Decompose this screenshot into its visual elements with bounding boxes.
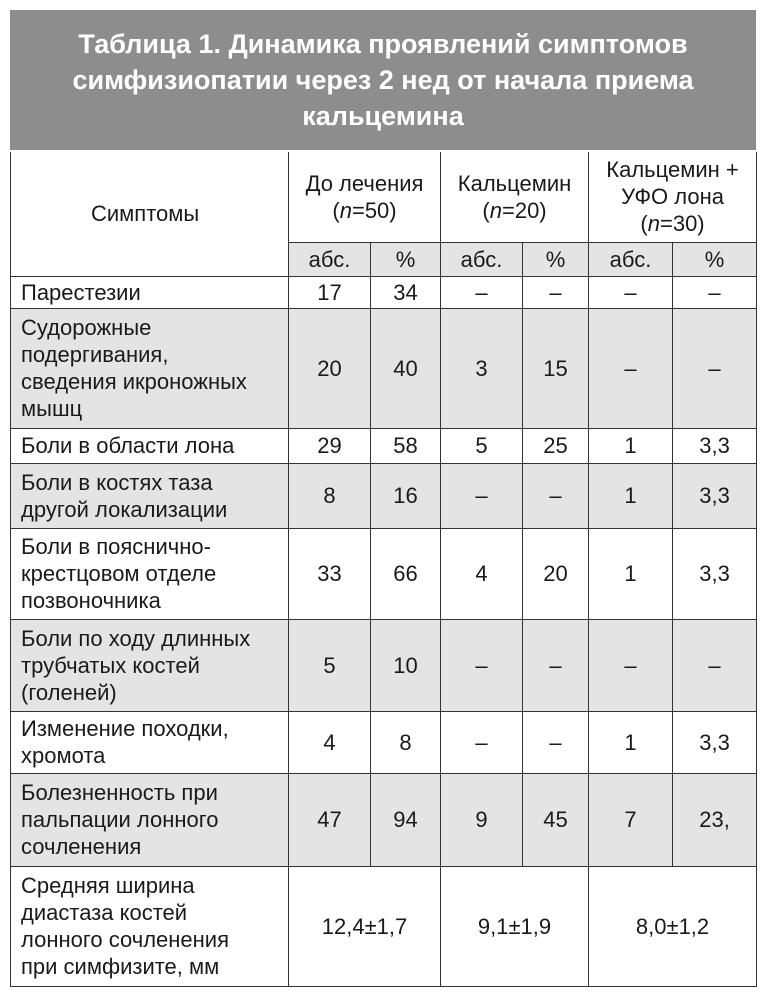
table-row	[11, 619, 757, 711]
table-row-mean-width	[11, 866, 757, 986]
symptom-cell: Изменение походки, хромота	[11, 711, 289, 773]
value-cell: 1	[589, 711, 673, 773]
value-cell: 16	[371, 463, 441, 528]
table-row	[11, 711, 757, 773]
header-abs: абс.	[589, 242, 673, 276]
header-group-calcemin-n: (n=20)	[482, 197, 547, 223]
header-group-calcemin-uvr-n: (n=30)	[640, 211, 705, 237]
header-row-groups	[11, 152, 757, 242]
header-pct: %	[371, 242, 441, 276]
value-cell: 9	[441, 773, 523, 866]
value-cell: 3,3	[673, 463, 757, 528]
value-cell: 3,3	[673, 711, 757, 773]
value-cell: 4	[441, 528, 523, 619]
value-cell: 34	[371, 276, 441, 308]
value-cell: –	[589, 619, 673, 711]
value-cell: 1	[589, 463, 673, 528]
header-group-calcemin-uvr-label-1: Кальцемин +	[606, 157, 739, 183]
table-row	[11, 773, 757, 866]
value-cell: 4	[289, 711, 371, 773]
symptom-cell: Болезненность при пальпации лонного сочленения	[11, 773, 289, 866]
value-cell: –	[441, 619, 523, 711]
header-pct: %	[523, 242, 589, 276]
value-cell: 5	[289, 619, 371, 711]
value-cell: 5	[441, 428, 523, 463]
value-cell: –	[589, 276, 673, 308]
symptom-cell: Средняя ширина диастаза костей лонного сочленения при симфизите, мм	[11, 866, 289, 986]
value-cell: –	[673, 619, 757, 711]
header-group-calcemin-label: Кальцемин	[457, 170, 572, 196]
header-group-before-label: До лечения	[305, 170, 424, 196]
symptom-cell: Боли в пояснично- крестцовом отделе позвоночника	[11, 528, 289, 619]
value-cell: 7	[589, 773, 673, 866]
value-cell: –	[441, 276, 523, 308]
value-cell: 3,3	[673, 428, 757, 463]
title-line-1: Таблица 1. Динамика проявлений симптомов	[78, 29, 688, 59]
value-cell: –	[523, 463, 589, 528]
table-row	[11, 528, 757, 619]
header-group-before	[289, 152, 441, 242]
value-cell: 15	[523, 308, 589, 428]
title-line-3: кальцемина	[302, 101, 464, 131]
value-cell: 10	[371, 619, 441, 711]
header-symptoms: Симптомы	[11, 152, 289, 276]
value-cell: –	[523, 276, 589, 308]
value-cell: –	[673, 308, 757, 428]
value-cell: –	[441, 463, 523, 528]
value-cell-calcemin-uvr: 8,0±1,2	[589, 866, 757, 986]
value-cell-calcemin: 9,1±1,9	[441, 866, 589, 986]
value-cell: 25	[523, 428, 589, 463]
table-row	[11, 308, 757, 428]
value-cell: 94	[371, 773, 441, 866]
value-cell: 29	[289, 428, 371, 463]
symptom-cell: Боли в области лона	[11, 428, 289, 463]
header-group-before-n: (n=50)	[332, 197, 397, 223]
table-row	[11, 276, 757, 308]
header-pct: %	[673, 242, 757, 276]
value-cell: 23,	[673, 773, 757, 866]
symptom-cell: Судорожные подергивания, сведения икроножных мышц	[11, 308, 289, 428]
value-cell: 1	[589, 528, 673, 619]
value-cell: 17	[289, 276, 371, 308]
value-cell: 3	[441, 308, 523, 428]
value-cell-before: 12,4±1,7	[289, 866, 441, 986]
header-group-calcemin-uvr	[589, 152, 757, 242]
value-cell: 33	[289, 528, 371, 619]
value-cell: 3,3	[673, 528, 757, 619]
symptom-cell: Боли в костях таза другой локализации	[11, 463, 289, 528]
value-cell: 66	[371, 528, 441, 619]
value-cell: –	[673, 276, 757, 308]
value-cell: 20	[523, 528, 589, 619]
value-cell: 8	[371, 711, 441, 773]
value-cell: 20	[289, 308, 371, 428]
header-group-calcemin	[441, 152, 589, 242]
title-line-2: симфизиопатии через 2 нед от начала приема	[72, 65, 694, 95]
symptoms-table	[10, 152, 757, 987]
value-cell: 8	[289, 463, 371, 528]
header-abs: абс.	[441, 242, 523, 276]
value-cell: 45	[523, 773, 589, 866]
table-title	[10, 10, 756, 150]
value-cell: –	[523, 619, 589, 711]
header-group-calcemin-uvr-label-2: УФО лона	[621, 184, 724, 210]
value-cell: 1	[589, 428, 673, 463]
value-cell: 40	[371, 308, 441, 428]
header-abs: абс.	[289, 242, 371, 276]
value-cell: 58	[371, 428, 441, 463]
value-cell: –	[589, 308, 673, 428]
symptom-cell: Боли по ходу длинных трубчатых костей (голеней)	[11, 619, 289, 711]
value-cell: 47	[289, 773, 371, 866]
table-row	[11, 428, 757, 463]
symptom-cell: Парестезии	[11, 276, 289, 308]
value-cell: –	[523, 711, 589, 773]
value-cell: –	[441, 711, 523, 773]
table-row	[11, 463, 757, 528]
